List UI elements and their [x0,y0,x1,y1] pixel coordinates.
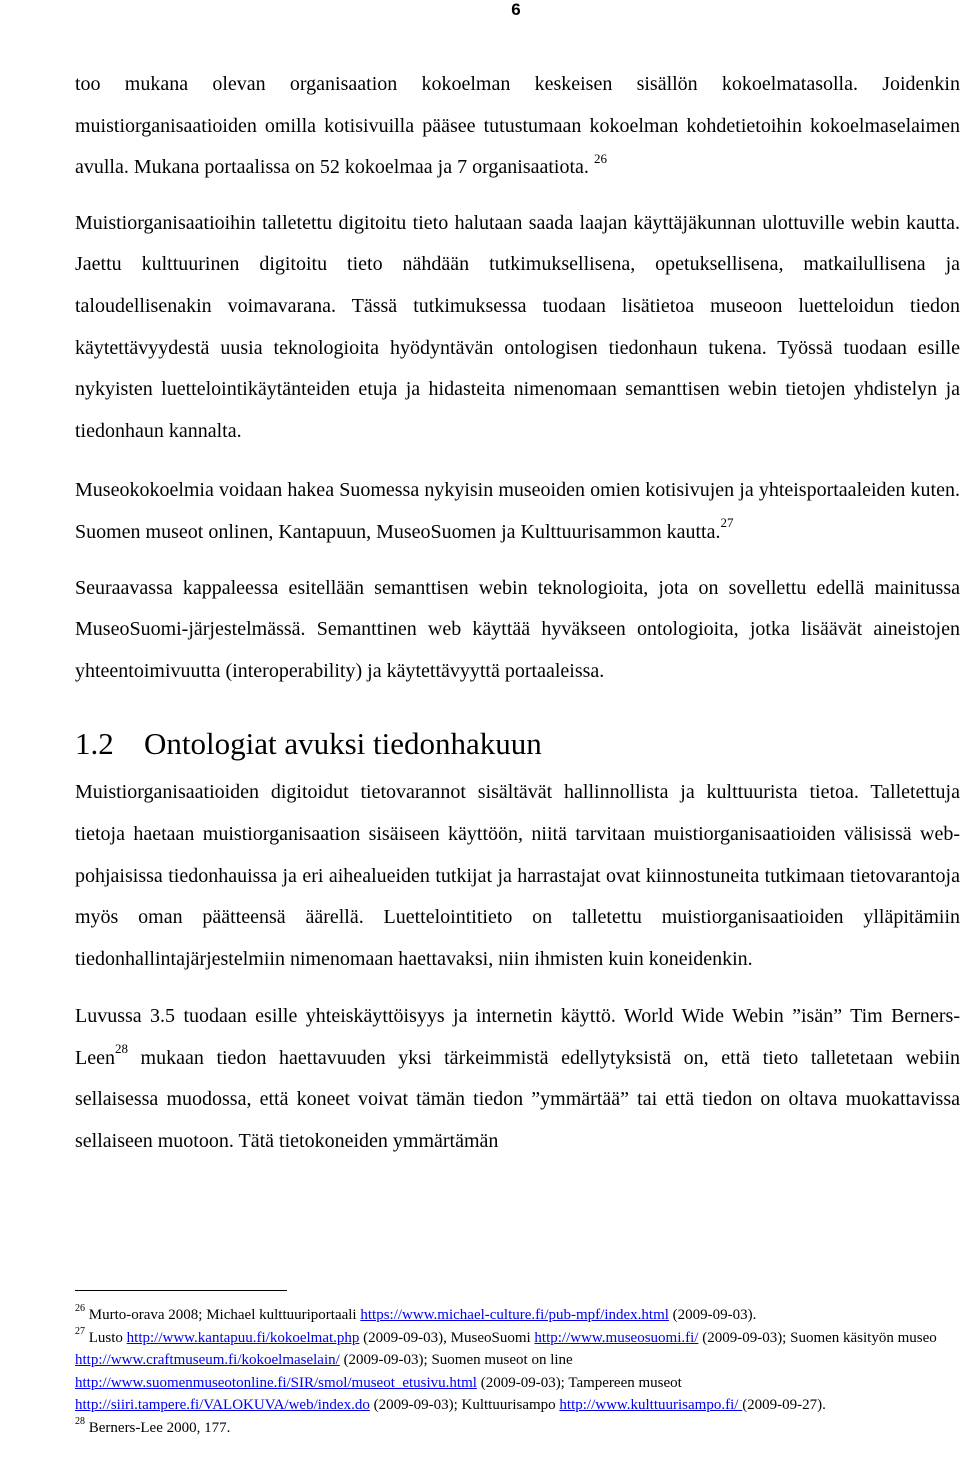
paragraph-6 [75,996,960,1162]
paragraph-1-text: too mukana olevan organisaation kokoelman keskeisen sisällön kokoelmatasolla. Joidenkin muistiorganisaatioiden omilla kotisivuilla pääsee tutustumaan kokoelman kohdetietoihin kokoelmaselaimen avulla. Mukana portaalissa on 52 kokoelmaa ja 7 organisaatiota. [75,73,960,179]
footnote-26 [75,1304,955,1327]
footnote-text: Lusto [85,1329,127,1346]
footnote-link[interactable]: http://www.museosuomi.fi/ [534,1329,699,1346]
footnote-ref-27[interactable]: 27 [720,515,734,531]
footnote-number: 27 [75,1325,85,1337]
paragraph-1 [75,64,960,189]
footnote-number: 26 [75,1303,85,1314]
footnote-ref-28[interactable]: 28 [114,1041,128,1057]
body-text [75,64,960,1163]
footnote-link[interactable]: http://www.suomenmuseotonline.fi/SIR/smol/museot_etusivu.html [75,1374,477,1391]
footnote-text: (2009-09-27). [742,1397,826,1413]
paragraph-2: Muistiorganisaatioihin talletettu digitoitu tieto halutaan saada laajan käyttäjäkunnan ulottuville webin kautta. Jaettu kulttuurinen digitoitu tieto nähdään tutkimuksellisena, opetuksellisena, matkailullisena ja taloudellisenakin voimavarana. Tässä tutkimuksessa tuodaan lisätietoa museoon luetteloidun tiedon käytettävyydestä uusia teknologioita hyödyntävän ontologisen tiedonhaun tukena. Työssä tuodaan esille nykyisten luettelointikäytänteiden etuja ja hidasteita nimenomaan semanttisen webin tietojen yhdistelyn ja tiedonhaun kannalta. [75,211,960,442]
section-title: Ontologiat avuksi tiedonhakuun [144,726,542,762]
footnote-ref-26[interactable]: 26 [593,150,607,166]
footnote-number: 28 [75,1415,85,1427]
footnote-text: (2009-09-03). [668,1307,757,1323]
paragraph-5: Muistiorganisaatioiden digitoidut tietovarannot sisältävät hallinnollista ja kulttuurista tietoa. Talletettuja tietoja haetaan muistiorganisaation sisäiseen käyttöön, niitä tarvitaan muistiorganisaatioiden välisissä web-pohjaisissa tiedonhauissa ja eri aihealueiden tutkijat ja harrastajat ovat kiinnostuneita tutkimaan tietovarantoja myös oman päätteensä äärellä. Luettelointitieto on talletettu muistiorganisaatioiden ylläpitämiin tiedonhallintajärjestelmiin nimenomaan haettavaksi, niin ihmisten kuin koneidenkin. [75,781,960,970]
footnote-text: (2009-09-03); Suomen käsityön museo [698,1329,937,1346]
footnote-text: (2009-09-03); Suomen museot on line [339,1352,573,1368]
paragraph-6-text-a: Luvussa 3.5 tuodaan esille yhteiskäyttöisyys ja internetin käyttö. World Wide Webin ”isän” Tim Berners-Leen [75,1005,960,1069]
footnote-link[interactable]: https://www.michael-culture.fi/pub-mpf/index.html [360,1307,669,1323]
paragraph-4: Seuraavassa kappaleessa esitellään semanttisen webin teknologioita, jota on sovellettu edellä mainitussa MuseoSuomi-järjestelmässä. Semanttinen web käyttää hyväkseen ontologioita, jotka lisäävät aineistojen yhteentoimivuutta (interoperability) ja käytettävyyttä portaaleissa. [75,576,960,682]
footnotes [75,1304,955,1439]
footnote-link[interactable]: http://www.kulttuurisampo.fi/ [559,1397,743,1413]
page-number: 6 [511,0,521,19]
paragraph-3-text: Museokokoelmia voidaan hakea Suomessa nykyisin museoiden omien kotisivujen ja yhteisportaaleiden kuten. Suomen museot onlinen, Kantapuun, MuseoSuomen ja Kulttuurisammon kautta. [75,479,960,543]
footnote-link[interactable]: http://www.craftmuseum.fi/kokoelmaselain/ [75,1352,340,1368]
paragraph-6-text-b: mukaan tiedon haettavuuden yksi tärkeimmistä edellytyksistä on, että tieto talletetaan webiin sellaisessa muodossa, että koneet voivat tämän tiedon ”ymmärtää” tai että tiedon on oltava muokattavissa sellaiseen muotoon. Tätä tietokoneiden ymmärtämän [75,1046,960,1153]
section-heading [75,726,960,762]
footnote-text: (2009-09-03); Kulttuurisampo [369,1397,560,1413]
footnote-text: (2009-09-03), MuseoSuomi [359,1329,535,1346]
footnote-text: (2009-09-03); Tampereen museot [476,1374,682,1391]
footnote-link[interactable]: http://www.kantapuu.fi/kokoelmat.php [126,1329,360,1346]
footnote-link[interactable]: http://siiri.tampere.fi/VALOKUVA/web/index.do [75,1397,370,1413]
footnote-27 [75,1327,955,1417]
footnote-separator [75,1290,287,1291]
footnote-text: Murto-orava 2008; Michael kulttuuriportaali [85,1307,361,1323]
paragraph-3 [75,470,960,553]
footnote-28 [75,1417,955,1440]
section-number: 1.2 [75,726,114,762]
footnote-text: Berners-Lee 2000, 177. [85,1419,231,1436]
